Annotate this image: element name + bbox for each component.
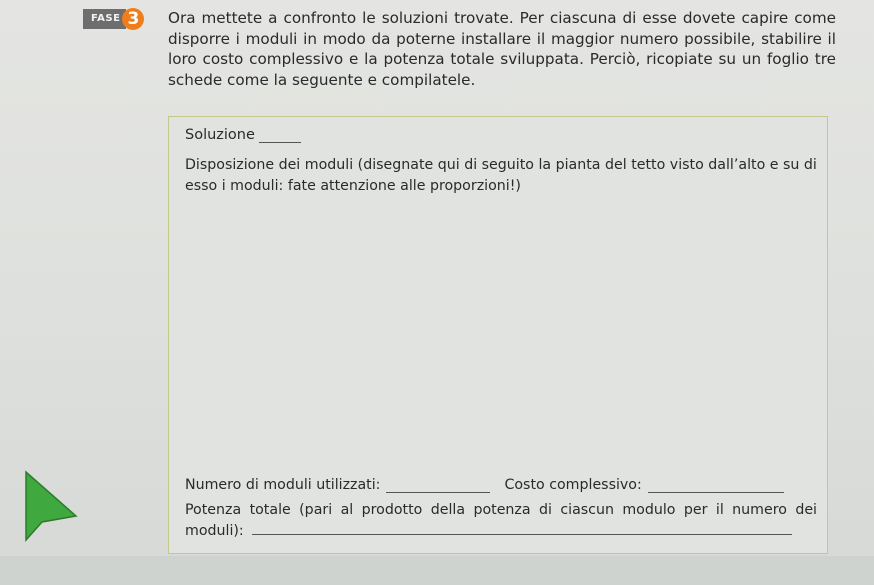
- modules-used-label: Numero di moduli utilizzati:: [185, 477, 381, 493]
- phase-label: FASE: [83, 9, 126, 29]
- solution-line: [185, 127, 301, 143]
- total-power-text: [185, 500, 817, 542]
- arrow-cursor-icon: [0, 470, 80, 550]
- total-cost-label: Costo complessivo:: [504, 477, 642, 493]
- intro-paragraph: Ora mettete a confronto le soluzioni trovate. Per ciascuna di esse dovete capire come disporre i moduli in modo da poterne installare il maggior numero possibile, stabilire il loro costo complessivo e la potenza totale sviluppata. Perciò, ricopiate su un foglio tre schede come la seguente e compilatele.: [168, 9, 836, 89]
- solution-label: Soluzione: [185, 127, 255, 143]
- total-cost-blank[interactable]: [648, 480, 784, 493]
- page-bottom-edge: [0, 556, 874, 585]
- modules-used-blank[interactable]: [386, 480, 490, 493]
- solution-blank[interactable]: [259, 130, 301, 143]
- count-cost-row: [185, 477, 815, 493]
- phase-badge: [83, 7, 144, 31]
- solution-sheet: [168, 116, 828, 554]
- total-power-blank[interactable]: [252, 522, 792, 535]
- layout-instruction: Disposizione dei moduli (disegnate qui di seguito la pianta del tetto visto dall’alto e su di esso i moduli: fate attenzione alle proporzioni!): [185, 157, 817, 194]
- phase-number: 3: [122, 8, 144, 30]
- total-power-label: Potenza totale (pari al prodotto della potenza di ciascun modulo per il numero dei moduli):: [185, 502, 817, 539]
